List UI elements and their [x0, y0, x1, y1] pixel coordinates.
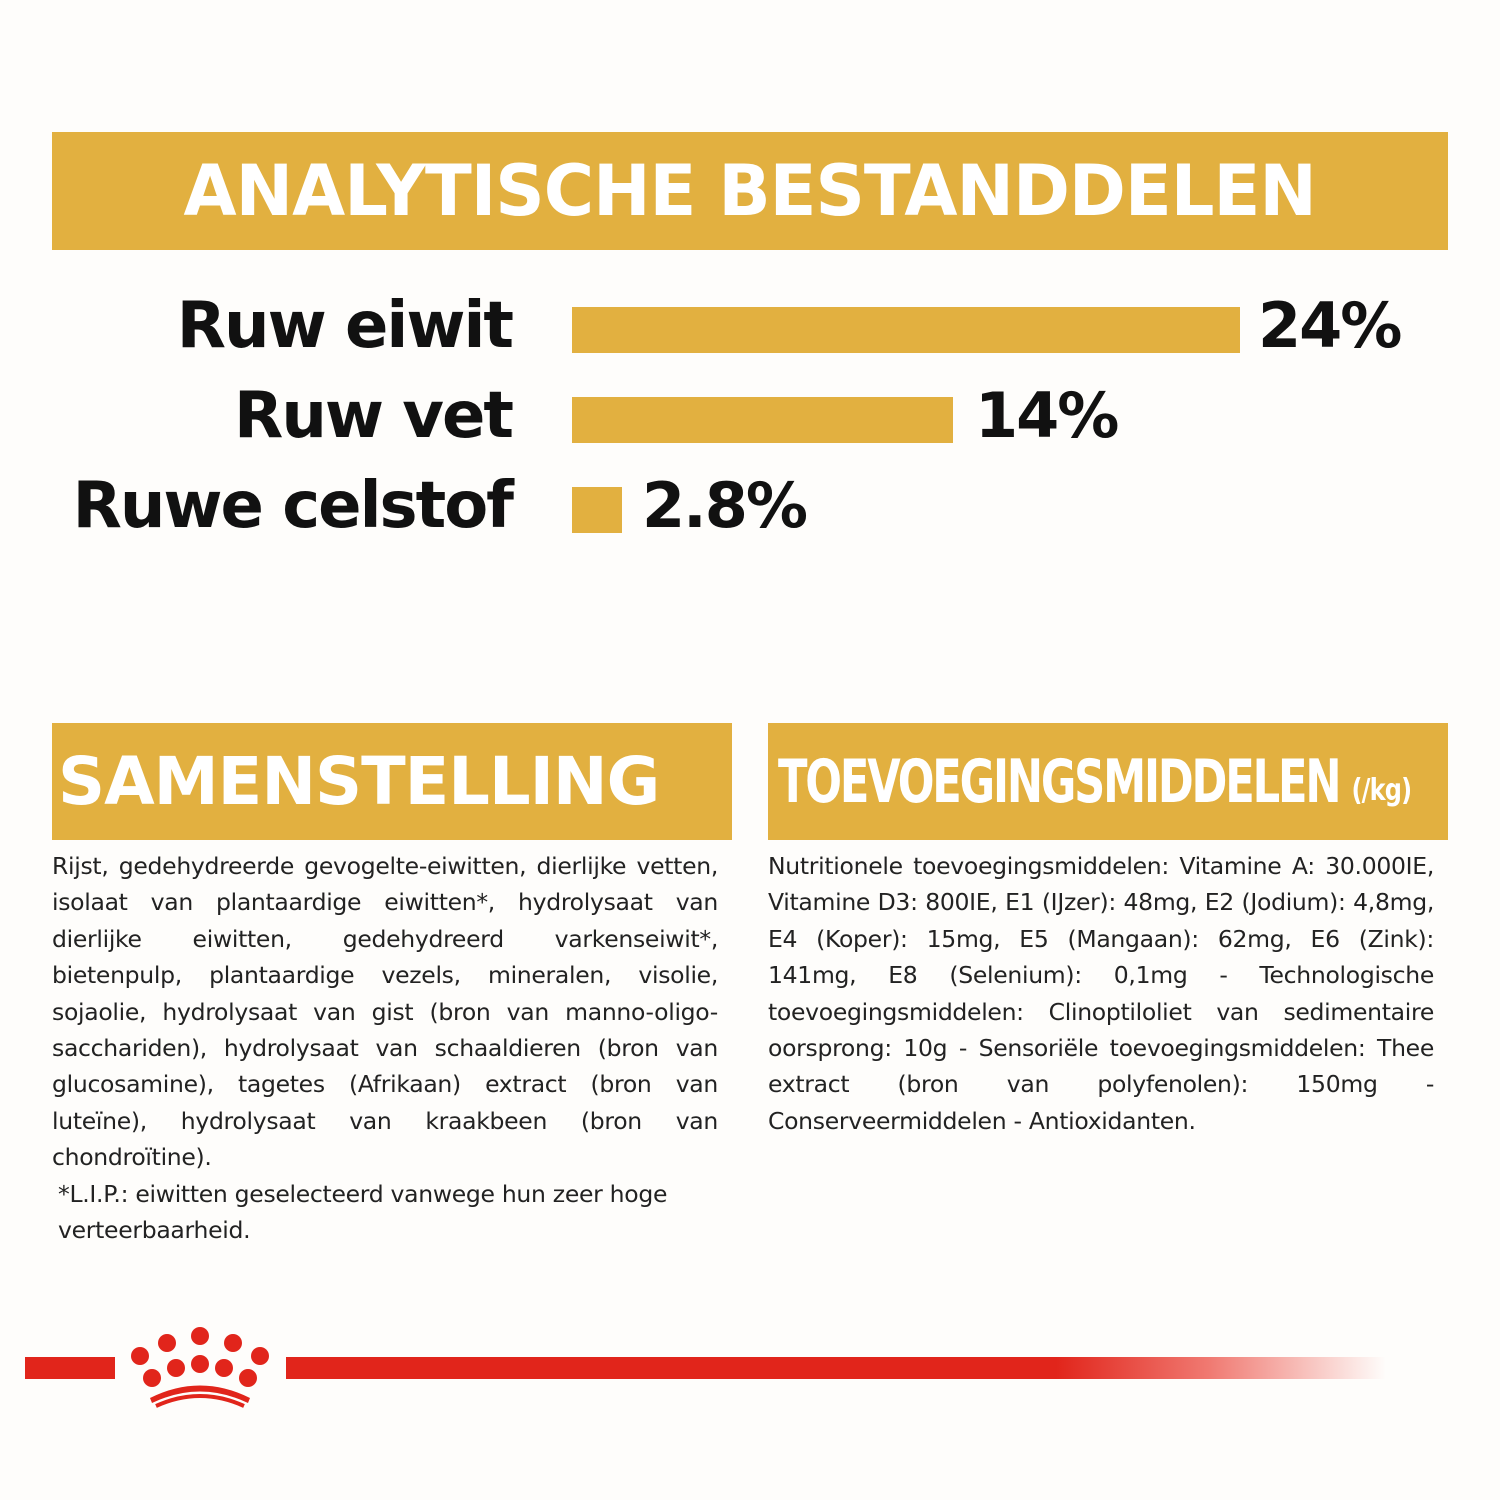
bar-label: Ruw vet — [234, 379, 512, 453]
composition-title: SAMENSTELLING — [58, 743, 660, 820]
composition-text — [52, 848, 718, 1248]
brand-line-left — [25, 1357, 115, 1379]
bar-value: 2.8% — [642, 469, 806, 542]
bar-row-fat — [0, 379, 1500, 453]
bar-value: 24% — [1258, 289, 1401, 362]
bar-fiber — [572, 487, 622, 533]
additives-banner — [768, 723, 1448, 840]
bar-label: Ruwe celstof — [72, 469, 512, 543]
composition-banner — [52, 723, 732, 840]
composition-note: *L.I.P.: eiwitten geselecteerd vanwege hun zeer hoge verteerbaarheid. — [58, 1179, 668, 1245]
composition-body: Rijst, gedehydreerde gevogelte-eiwitten, dierlijke vetten, isolaat van plantaardige eiwitten*, hydrolysaat van dierlijke eiwitten, gedehydreerd varkenseiwit*, bietenpulp, plantaardige vezels, mineralen, visolie, sojaolie, hydrolysaat van gist (bron van manno-oligo-sacchariden), hydrolysaat van schaaldieren (bron van glucosamine), tagetes (Afrikaan) extract (bron van luteïne), hydrolysaat van kraakbeen (bron van chondroïtine). — [52, 852, 718, 1172]
bar-value: 14% — [975, 379, 1118, 452]
bar-protein — [572, 307, 1240, 353]
additives-body: Nutritionele toevoegingsmiddelen: Vitamine A: 30.000IE, Vitamine D3: 800IE, E1 (IJzer): 48mg, E2 (Jodium): 4,8mg, E4 (Koper): 15mg, E5 (Mangaan): 62mg, E6 (Zink): 141mg, E8 (Selenium): 0,1mg - Technologische toevoegingsmiddelen: Clinoptiloliet van sedimentaire oorsprong: 10g - Sensoriële toevoegingsmiddelen: Thee extract (bron van polyfenolen): 150mg - Conserveermiddelen - Antioxidanten. — [768, 852, 1434, 1135]
bar-row-fiber — [0, 469, 1500, 543]
brand-line-right — [286, 1357, 1386, 1379]
bar-label: Ruw eiwit — [176, 289, 512, 363]
additives-title: TOEVOEGINGSMIDDELEN — [778, 746, 1340, 817]
bar-fat — [572, 397, 953, 443]
crown-icon — [120, 1318, 280, 1408]
analytical-constituents-banner — [52, 132, 1448, 250]
bar-row-protein — [0, 289, 1500, 363]
additives-unit: (/kg) — [1351, 773, 1412, 808]
page-title: ANALYTISCHE BESTANDDELEN — [183, 150, 1317, 232]
additives-text — [768, 848, 1434, 1139]
